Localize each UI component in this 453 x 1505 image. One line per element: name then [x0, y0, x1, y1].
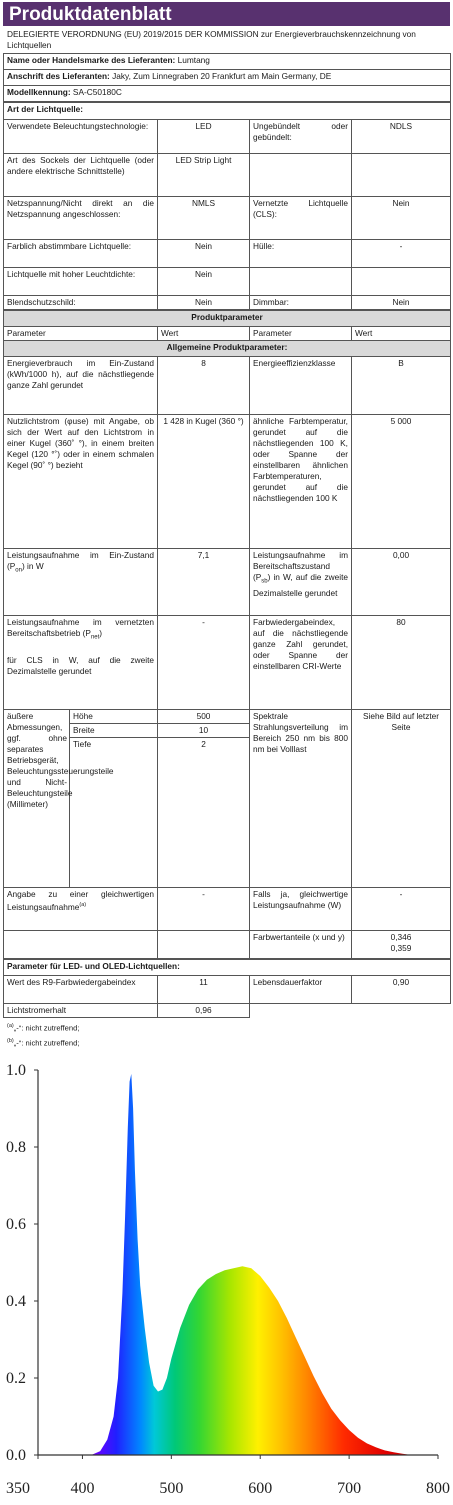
r9-value: 11 [158, 976, 250, 1004]
equivalent-power-value: - [158, 888, 250, 931]
survival-factor-label: Lebensdauerfaktor [250, 976, 352, 1004]
y-tick-label: 0.8 [6, 1139, 26, 1156]
mains-label: Netzspannung/Nicht direkt an die Netzspannung angeschlossen: [4, 197, 158, 240]
regulation-subtitle: DELEGIERTE VERORDNUNG (EU) 2019/2015 DER KOMMISSION zur Energieverbrauchskennzeichnung von Lichtquellen [7, 29, 416, 50]
y-tick-label: 0.6 [6, 1216, 26, 1233]
column-header-value: Wert [158, 327, 250, 341]
lumen-maintenance-value: 0,96 [158, 1004, 250, 1018]
tunable-value: Nein [158, 240, 250, 268]
datasheet [3, 0, 450, 1051]
x-tick-label: 500 [159, 1480, 184, 1497]
x-tick-label: 800 [426, 1480, 450, 1497]
general-parameters-heading: Allgemeine Produktparameter: [4, 341, 451, 357]
page-title: Produktdatenblatt [3, 2, 450, 26]
equivalent-power-label: Angabe zu einer gleichwertigen Leistungsaufnahme$^{(a)}$ [4, 888, 158, 931]
spectral-distribution-chart [0, 1045, 453, 1500]
cap-type-value: LED Strip Light [158, 154, 250, 197]
supplier-table [3, 53, 451, 102]
dimension-width-label: Breite [70, 724, 158, 738]
y-tick-label: 0.2 [6, 1370, 26, 1387]
envelope-label: Hülle: [250, 240, 352, 268]
column-header-parameter-2: Parameter [250, 327, 352, 341]
light-source-type-heading: Art der Lichtquelle: [4, 103, 451, 120]
color-temperature-value: 5 000 [352, 415, 451, 549]
dimension-depth-label: Tiefe [70, 738, 158, 888]
envelope-value: - [352, 240, 451, 268]
footnote-b: $^{(b)}$„-“: nicht zutreffend; [7, 1037, 80, 1048]
networked-standby-value: - [158, 616, 250, 710]
energy-consumption-value: 8 [158, 357, 250, 415]
column-header-parameter: Parameter [4, 327, 158, 341]
supplier-name-value: Lumtang [177, 55, 210, 65]
high-luminance-label: Lichtquelle mit hoher Leuchtdichte: [4, 268, 158, 296]
product-parameters-table [3, 310, 451, 959]
light-source-type-table [3, 102, 451, 310]
networked-standby-label: Leistungsaufnahme im vernetzten Bereitschaftsbetrieb $(P_{net})$ für CLS in W, auf die zweite Dezimalstelle gerundet [4, 616, 158, 710]
spectral-distribution-label: Spektrale Strahlungsverteilung im Bereich 250 nm bis 800 nm bei Volllast [250, 710, 352, 888]
cri-label: Farbwiedergabeindex, auf die nächstliegende ganze Zahl gerundet, oder Spanne der einstellbaren CRI-Werte [250, 616, 352, 710]
dimension-depth-value: 2 [158, 738, 250, 888]
dimension-height-label: Höhe [70, 710, 158, 724]
footnote-a: $^{(a)}$„-“: nicht zutreffend; [7, 1023, 80, 1033]
y-tick-label: 1.0 [6, 1062, 26, 1079]
energy-class-label: Energieeffizienzklasse [250, 357, 352, 415]
model-label: Modellkennung: [7, 87, 71, 97]
energy-class-value: B [352, 357, 451, 415]
on-mode-power-value: 7,1 [158, 549, 250, 616]
spectrum-plot [0, 1045, 453, 1500]
x-tick-label: 400 [70, 1480, 95, 1497]
x-tick-label: 700 [337, 1480, 362, 1497]
dimension-height-value: 500 [158, 710, 250, 724]
supplier-address-value: Jaky, Zum Linnegraben 20 Frankfurt am Main Germany, DE [112, 71, 332, 81]
spectral-distribution-value: Siehe Bild auf letzter Seite [352, 710, 451, 888]
dimmable-value: Nein [352, 296, 451, 310]
y-tick-label: 0.0 [6, 1447, 26, 1464]
equivalent-power-watts-label: Falls ja, gleichwertige Leistungsaufnahme (W) [250, 888, 352, 931]
x-tick-label: 350 [6, 1480, 30, 1497]
dimensions-label: äußere Abmessungen, ggf. ohne separates Betriebsgerät, Beleuchtungssteuerungsteile und Nicht-Beleuchtungsteile (Millimeter) [4, 710, 70, 888]
mains-value: NMLS [158, 197, 250, 240]
dimmable-label: Dimmbar: [250, 296, 352, 310]
column-header-value-2: Wert [352, 327, 451, 341]
standby-power-value: 0,00 [352, 549, 451, 616]
supplier-address-label: Anschrift des Lieferanten: [7, 71, 110, 81]
luminous-flux-label: Nutzlichtstrom (φuse) mit Angabe, ob sich der Wert auf den Lichtstrom in einer Kugel (360˚ °), in einem breiten Kegel (120 °˚) oder in einem schmalen Kegel (90˚ °) bezieht [4, 415, 158, 549]
product-parameters-heading: Produktparameter [4, 311, 451, 327]
r9-label: Wert des R9-Farbwiedergabeindex [4, 976, 158, 1004]
high-luminance-value: Nein [158, 268, 250, 296]
on-mode-power-label: Leistungsaufnahme im Ein-Zustand $(P_{on})$ in W [4, 549, 158, 616]
y-tick-label: 0.4 [6, 1293, 26, 1310]
dimension-width-value: 10 [158, 724, 250, 738]
chromaticity-label: Farbwertanteile (x und y) [250, 931, 352, 959]
directional-value: NDLS [352, 120, 451, 154]
lumen-maintenance-label: Lichtstromerhalt [4, 1004, 158, 1018]
cap-type-label: Art des Sockels der Lichtquelle (oder andere elektrische Schnittstelle) [4, 154, 158, 197]
anti-glare-value: Nein [158, 296, 250, 310]
tunable-label: Farblich abstimmbare Lichtquelle: [4, 240, 158, 268]
survival-factor-value: 0,90 [352, 976, 451, 1004]
directional-label: Ungebündelt oder gebündelt: [250, 120, 352, 154]
chromaticity-value: 0,346 0,359 [352, 931, 451, 959]
luminous-flux-value: 1 428 in Kugel (360 °) [158, 415, 250, 549]
spectrum-area [91, 1074, 411, 1455]
technology-label: Verwendete Beleuchtungstechnologie: [4, 120, 158, 154]
cls-label: Vernetzte Lichtquelle (CLS): [250, 197, 352, 240]
cri-value: 80 [352, 616, 451, 710]
cls-value: Nein [352, 197, 451, 240]
x-tick-label: 600 [248, 1480, 273, 1497]
model-value: SA-C50180C [72, 87, 122, 97]
energy-consumption-label: Energieverbrauch im Ein-Zustand (kWh/1000 h), auf die nächstliegende ganze Zahl gerundet [4, 357, 158, 415]
standby-power-label: Leistungsaufnahme im Bereitschaftszustand $(P_{sb})$ in W, auf die zweite Dezimalstelle gerundet [250, 549, 352, 616]
led-parameters-table [3, 959, 451, 1018]
technology-value: LED [158, 120, 250, 154]
led-parameters-heading: Parameter für LED- und OLED-Lichtquellen: [4, 960, 451, 976]
color-temperature-label: ähnliche Farbtemperatur, gerundet auf die nächstliegenden 100 K, oder Spanne der einstellbaren ähnlichen Farbtemperaturen, gerundet auf die nächstliegenden 100 K [250, 415, 352, 549]
equivalent-power-watts-value: - [352, 888, 451, 931]
anti-glare-label: Blendschutzschild: [4, 296, 158, 310]
supplier-name-label: Name oder Handelsmarke des Lieferanten: [7, 55, 176, 65]
